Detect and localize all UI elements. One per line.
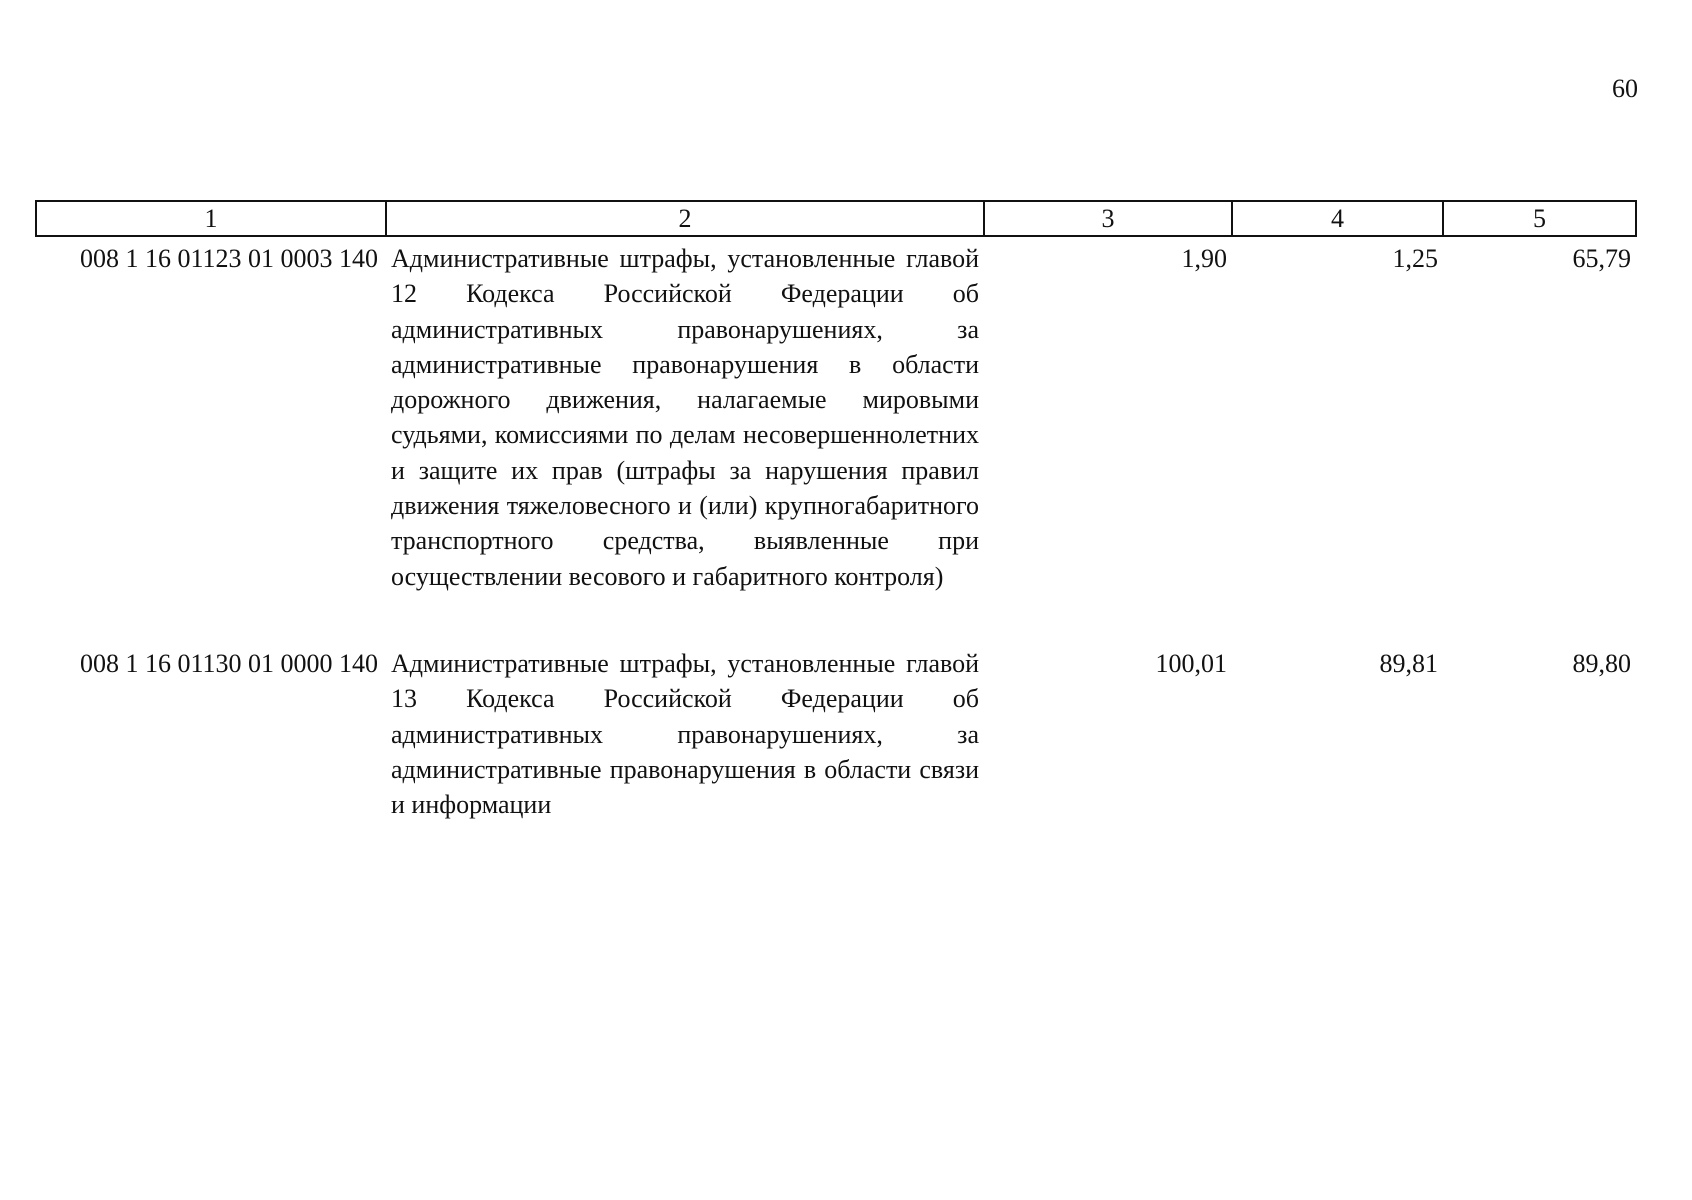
value-column-5: 65,79 (1572, 244, 1631, 273)
column-header-5: 5 (1443, 201, 1636, 236)
revenue-description: Административные штрафы, установленные главой 13 Кодекса Российской Федерации об административных правонарушениях, за административные правонарушения в области связи и информации (391, 648, 979, 820)
page-number: 60 (1612, 74, 1638, 103)
column-header-1: 1 (36, 201, 386, 236)
table-row (36, 626, 1636, 822)
revenue-description: Административные штрафы, установленные главой 12 Кодекса Российской Федерации об административных правонарушениях, за административные правонарушения в области дорожного движения, налагаемые мировыми судьями, комиссиями по делам несовершеннолетних и защите их прав (штрафы за нарушения правил движения тяжеловесного и (или) крупногабаритного транспортного средства, выявленные при осуществлении весового и габаритного контроля) (391, 244, 979, 591)
classification-code: 008 1 16 01130 01 0000 140 (79, 648, 378, 678)
budget-table (35, 200, 1637, 822)
column-header-3: 3 (984, 201, 1232, 236)
value-column-4: 89,81 (1379, 648, 1438, 678)
table-row (36, 236, 1636, 626)
header-row (36, 201, 1636, 236)
column-header-2: 2 (386, 201, 984, 236)
value-column-3: 100,01 (1155, 648, 1227, 678)
value-column-5: 89,80 (1572, 648, 1631, 678)
classification-code: 008 1 16 01123 01 0003 140 (79, 244, 378, 273)
column-header-4: 4 (1232, 201, 1443, 236)
table-header (36, 201, 1636, 236)
table-body (36, 236, 1636, 822)
value-column-4: 1,25 (1392, 244, 1438, 273)
value-column-3: 1,90 (1181, 244, 1227, 273)
